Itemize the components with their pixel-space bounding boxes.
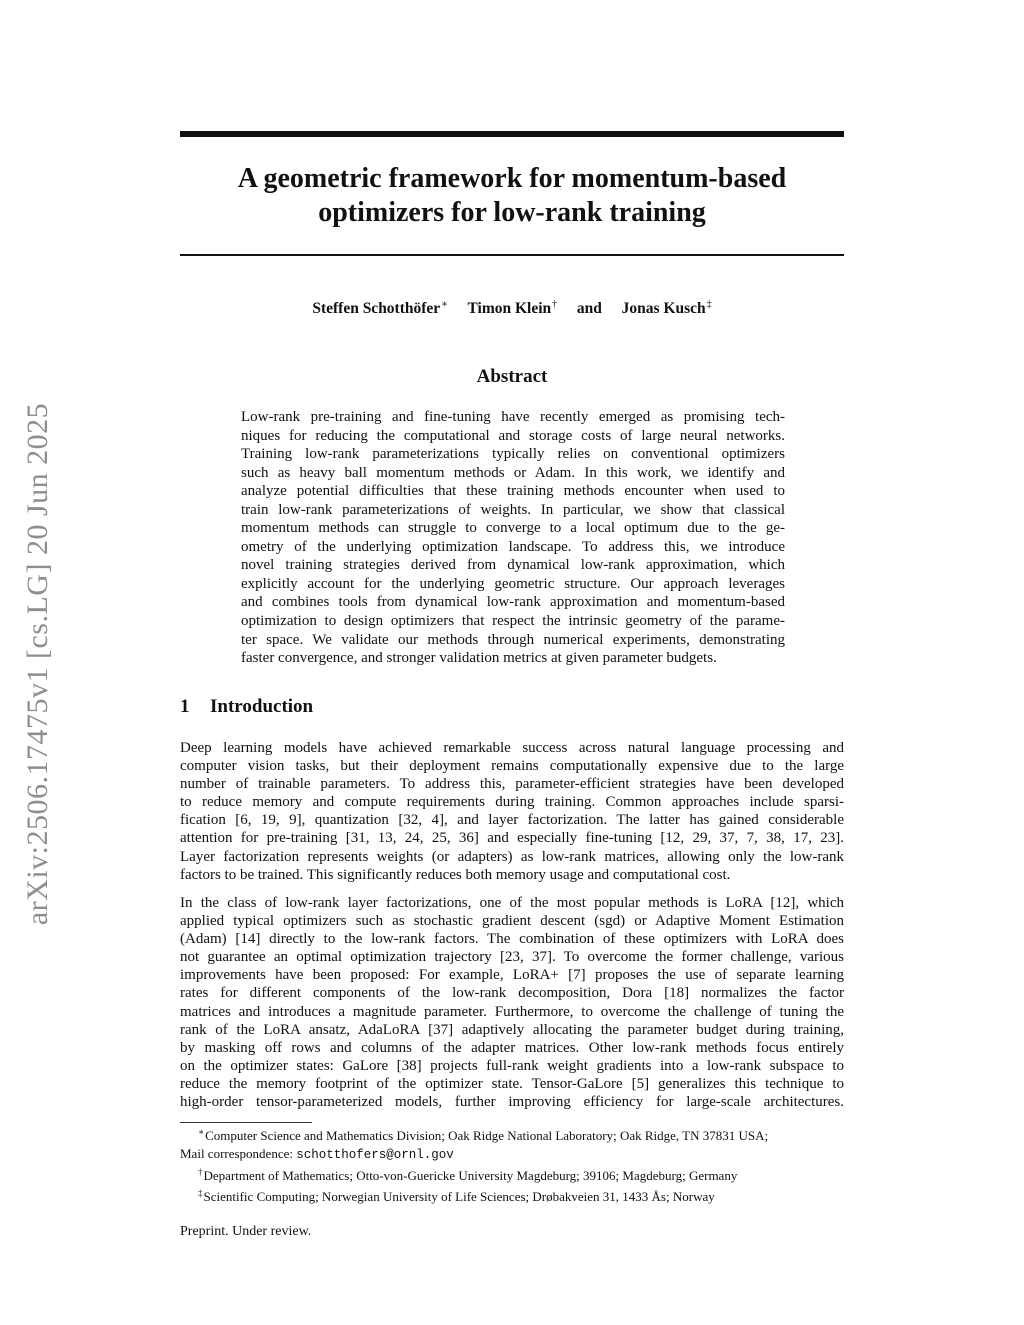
title-line-2: optimizers for low-rank training [318, 197, 706, 228]
author-affiliation-mark: ∗ [441, 299, 448, 310]
author-name: Timon Klein [467, 300, 552, 317]
paragraph-line: In the class of low-rank layer factorizations, one of the most popular methods is LoRA [12], which [180, 895, 844, 911]
paragraph-line: reduce the memory footprint of the optimizer state. Tensor-GaLore [5] generalizes this technique to [180, 1075, 844, 1092]
introduction-paragraph-2 [180, 894, 844, 1111]
footnote-text: Computer Science and Mathematics Division; Oak Ridge National Laboratory; Oak Ridge, TN 37831 USA; [205, 1128, 769, 1143]
abstract-line: and combines tools from dynamical low-rank approximation and momentum-based [241, 594, 785, 611]
paragraph-line: Deep learning models have achieved remarkable success across natural language processing and [180, 740, 844, 756]
title-bottom-rule [180, 254, 844, 256]
paragraph-line: Layer factorization represents weights (or adapters) as low-rank matrices, allowing only the low-rank [180, 848, 844, 865]
abstract-line: momentum methods can struggle to converge to a local optimum due to the ge- [241, 520, 785, 537]
author-conjunction: and [576, 300, 602, 317]
paragraph-line: rank of the LoRA ansatz, AdaLoRA [37] adaptively allocating the parameter budget during training, [180, 1021, 844, 1038]
paragraph-line: on the optimizer states: GaLore [38] projects full-rank weight gradients into a low-rank subspace to [180, 1057, 844, 1074]
paragraph-line: to reduce memory and compute requirements during training. Common approaches include sparsi- [180, 794, 844, 811]
footnotes [180, 1124, 844, 1205]
author-list [180, 299, 844, 318]
abstract-line: explicitly account for the underlying geometric structure. Our approach leverages [241, 575, 785, 592]
author-name: Jonas Kusch [621, 300, 706, 317]
footnote-mark: † [198, 1167, 203, 1177]
abstract-line: train low-rank parameterizations of weights. In particular, we show that classical [241, 501, 785, 518]
paragraph-line: computer vision tasks, but their deployment remains computationally expensive due to the large [180, 758, 844, 775]
footnote-text: Department of Mathematics; Otto-von-Guericke University Magdeburg; 39106; Magdeburg; Germany [203, 1168, 738, 1183]
abstract-line: such as heavy ball momentum methods or Adam. In this work, we identify and [241, 464, 785, 481]
footnote-separator [180, 1122, 312, 1123]
abstract-heading: Abstract [476, 366, 548, 387]
footnote-3 [180, 1185, 844, 1206]
footnote-2 [180, 1164, 844, 1185]
paragraph-line: by masking off rows and columns of the adapter matrices. Other low-rank methods focus entirely [180, 1039, 844, 1056]
paragraph-line: high-order tensor-parameterized models, further improving efficiency for large-scale architectures. [180, 1094, 844, 1111]
correspondence-email[interactable]: schotthofers@ornl.gov [296, 1147, 454, 1162]
abstract-line: analyze potential difficulties that these training methods encounter when used to [241, 483, 785, 500]
abstract-body [241, 408, 785, 668]
abstract-line: optimization to design optimizers that respect the intrinsic geometry of the parame- [241, 613, 785, 630]
paragraph-line: fication [6, 19, 9], quantization [32, 4], and layer factorization. The latter has gained considerable [180, 812, 844, 829]
title-top-rule [180, 131, 844, 137]
paper-title [180, 162, 844, 230]
abstract-line: Training low-rank parameterizations typically relies on conventional optimizers [241, 446, 785, 463]
introduction-paragraph-1 [180, 739, 844, 884]
paragraph-line: improvements have been proposed: For example, LoRA+ [7] proposes the use of separate learning [180, 967, 844, 984]
section-title: Introduction [210, 696, 314, 717]
paragraph-line: rates for different components of the low-rank decomposition, Dora [18] normalizes the factor [180, 985, 844, 1002]
paragraph-line: applied typical optimizers such as stochastic gradient descent (sgd) or Adaptive Moment Estimation [180, 913, 844, 930]
abstract-line: novel training strategies derived from dynamical low-rank approximation, which [241, 557, 785, 574]
author-affiliation-mark: ‡ [706, 299, 712, 310]
mail-label: Mail correspondence: [180, 1145, 297, 1161]
abstract-line: ometry of the underlying optimization landscape. To address this, we introduce [241, 538, 785, 555]
paragraph-line: attention for pre-training [31, 13, 24, 25, 36] and especially fine-tuning [12, 29, 37, 7, 38, 17, 23]. [180, 830, 844, 847]
section-number: 1 [180, 696, 190, 717]
paragraph-line: factors to be trained. This significantly reduces both memory usage and computational cost. [180, 866, 731, 883]
arxiv-identifier: arXiv:2506.17475v1 [cs.LG] 20 Jun 2025 [21, 402, 54, 926]
preprint-note: Preprint. Under review. [180, 1224, 312, 1239]
abstract-line: Low-rank pre-training and fine-tuning have recently emerged as promising tech- [241, 409, 785, 425]
paragraph-line: matrices and introduces a magnitude parameter. Furthermore, to overcome the challenge of tuning the [180, 1003, 844, 1020]
paragraph-line: not guarantee an optimal optimization trajectory [23, 37]. To overcome the former challenge, various [180, 949, 844, 966]
author-affiliation-mark: † [552, 299, 558, 310]
paragraph-line: number of trainable parameters. To address this, parameter-efficient strategies have been developed [180, 776, 844, 793]
footnote-mark: ∗ [198, 1127, 205, 1137]
author-name: Steffen Schotthöfer [312, 300, 441, 317]
footnote-mark: ‡ [198, 1187, 203, 1198]
abstract-line: ter space. We validate our methods through numerical experiments, demonstrating [241, 631, 785, 648]
paragraph-line: (Adam) [14] directly to the low-rank factors. The combination of these optimizers with LoRA does [180, 931, 844, 948]
footnote-1-continuation [180, 1145, 844, 1165]
title-line-1: A geometric framework for momentum-based [237, 163, 787, 194]
footnote-text: Scientific Computing; Norwegian University of Life Sciences; Drøbakveien 31, 1433 Ås; Norway [203, 1188, 715, 1204]
footnote-1 [180, 1124, 844, 1145]
section-heading-introduction [180, 696, 313, 718]
abstract-line: niques for reducing the computational and storage costs of large neural networks. [241, 427, 785, 444]
abstract-line: faster convergence, and stronger validation metrics at given parameter budgets. [241, 650, 717, 667]
